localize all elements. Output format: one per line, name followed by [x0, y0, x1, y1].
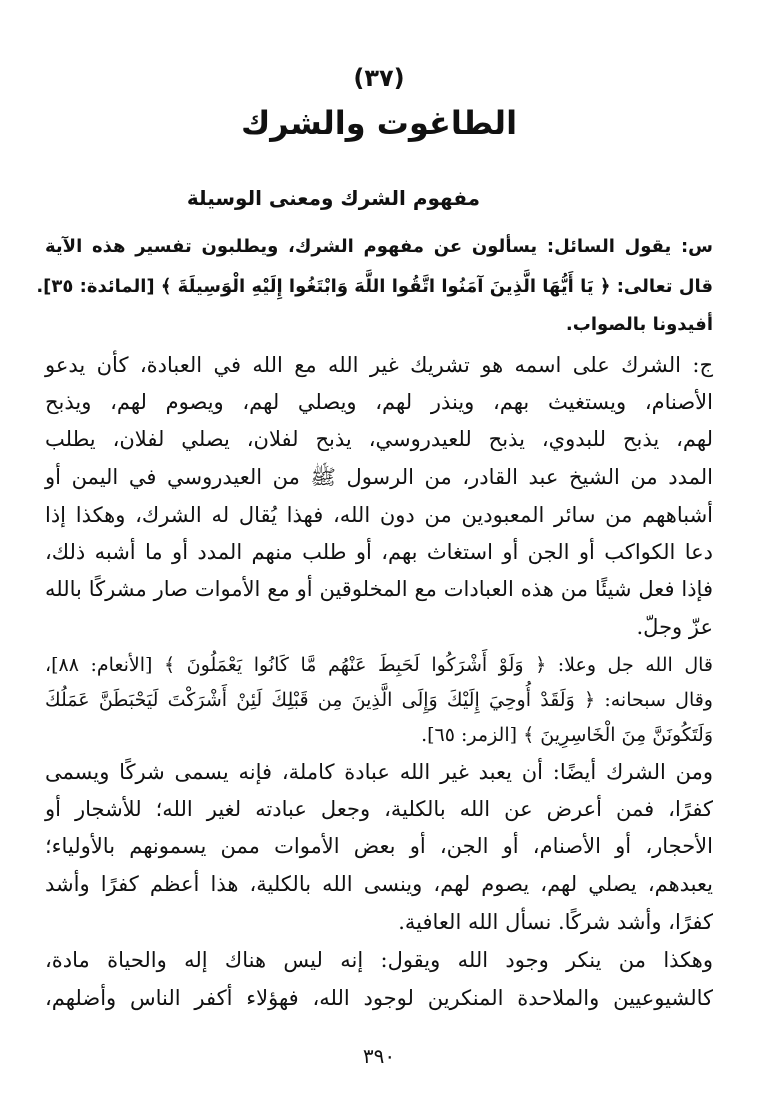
chapter-number: (٣٧) [353, 64, 405, 92]
shirk-line: ومن الشرك أيضًا: أن يعبد غير الله عبادة كاملة، فإنه يسمى شركًا ويسمى [45, 760, 713, 784]
closing-line: كالشيوعيين والملاحدة المنكرين لوجود الله، فهؤلاء أكفر الناس وأضلهم، [45, 986, 713, 1010]
closing-line: وهكذا من ينكر وجود الله ويقول: إنه ليس هناك إله والحياة مادة، [45, 948, 713, 972]
question-line: س: يقول السائل: يسألون عن مفهوم الشرك، ويطلبون تفسير هذه الآية [45, 236, 713, 257]
verse-line: قال الله جل وعلا: ﴿ وَلَوْ أَشْرَكُوا لَحَبِطَ عَنْهُم مَّا كَانُوا يَعْمَلُونَ ﴾ [الأنعام: ٨٨]، [45, 654, 713, 676]
shirk-line: كفرًا، وأشد شركًا. نسأل الله العافية. [398, 910, 713, 934]
shirk-line: يعبدهم، يصلي لهم، يصوم لهم، وينسى الله بالكلية، هذا أعظم كفرًا وأشد [45, 872, 713, 896]
answer-line: المدد من الشيخ عبد القادر، من الرسول ﷺ من العيدروسي في اليمن أو [45, 465, 713, 489]
page-number: ٣٩٠ [362, 1044, 396, 1068]
answer-line: دعا الكواكب أو الجن أو استغاث بهم، أو طلب منهم المدد أو ما أشبه ذلك، [45, 540, 713, 564]
question-line: أفيدونا بالصواب. [565, 314, 713, 335]
answer-line: ج: الشرك على اسمه هو تشريك غير الله مع الله في العبادة، كأن يدعو [45, 353, 713, 377]
answer-line: الأصنام، ويستغيث بهم، وينذر لهم، ويصلي لهم، ويصوم لهم، ويذبح [45, 390, 713, 414]
section-title: مفهوم الشرك ومعنى الوسيلة [186, 186, 480, 210]
shirk-line: الأحجار، أو الأصنام، أو الجن، أو بعض الأموات ممن يسمونهم بالأولياء؛ [45, 834, 713, 858]
verse-line: وقال سبحانه: ﴿ وَلَقَدْ أُوحِيَ إِلَيْكَ وَإِلَى الَّذِينَ مِن قَبْلِكَ لَئِنْ أَشْرَكْتَ لَيَحْبَطَنَّ عَمَلُكَ [45, 689, 713, 711]
shirk-line: كفرًا، فمن أعرض عن الله بالكلية، وجعل عبادته لغير الله؛ للأشجار أو [45, 797, 713, 821]
answer-line: عزّ وجلّ. [636, 615, 713, 639]
verse-line: وَلَتَكُونَنَّ مِنَ الْخَاسِرِينَ ﴾ [الزمر: ٦٥]. [421, 724, 713, 746]
answer-line: لهم، يذبح للبدوي، يذبح للعيدروسي، يذبح لفلان، يصلي لفلان، يطلب [45, 427, 713, 451]
question-line: قال تعالى: ﴿ يَا أَيُّهَا الَّذِينَ آمَنُوا اتَّقُوا اللَّهَ وَابْتَغُوا إِلَيْهِ الْوَسِيلَةَ ﴾ [المائدة: ٣٥]. [36, 276, 713, 297]
answer-line: فإذا فعل شيئًا من هذه العبادات مع المخلوقين أو مع الأموات صار مشركًا بالله [45, 577, 713, 601]
chapter-title: الطاغوت والشرك [240, 104, 518, 142]
answer-line: أشباههم من سائر المعبودين من دون الله، فهذا يُقال له الشرك، وهكذا إذا [45, 503, 713, 527]
